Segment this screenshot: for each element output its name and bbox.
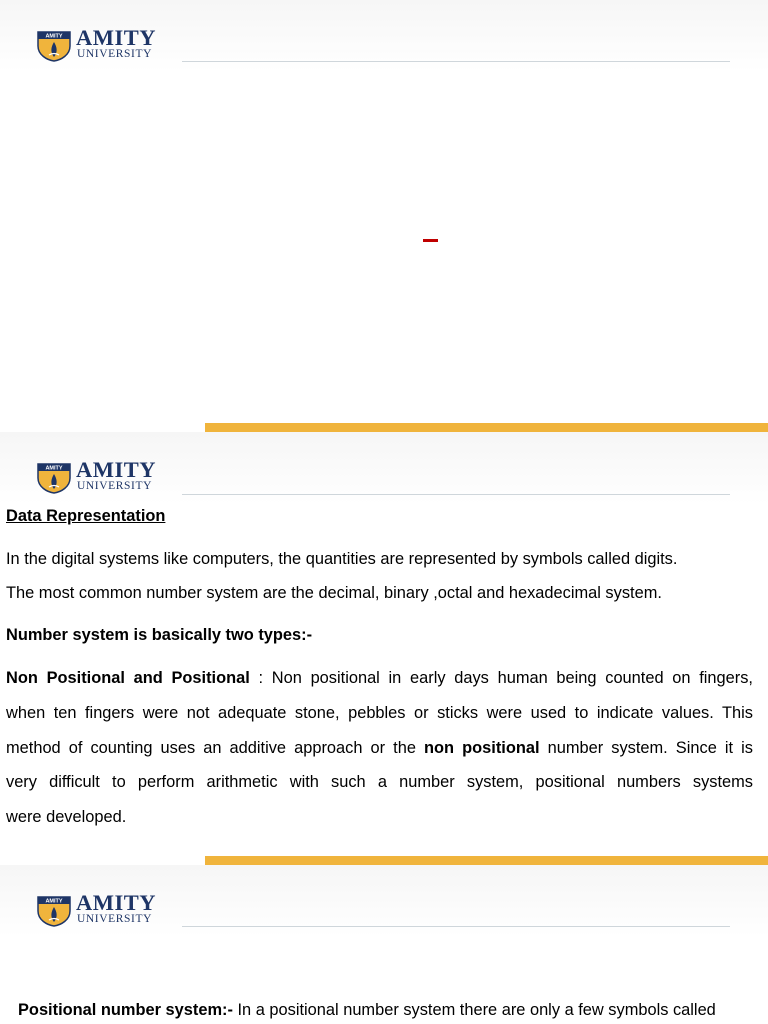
logo-subtitle: UNIVERSITY <box>77 480 152 492</box>
slide-1 <box>0 0 768 432</box>
logo-wordmark: AMITY <box>76 25 156 50</box>
paragraph-line: In the digital systems like computers, the quantities are represented by symbols called digits. <box>6 550 678 568</box>
bold-term: non positional <box>424 739 540 757</box>
line-text: number system. Since it is <box>539 739 753 757</box>
logo-subtitle: UNIVERSITY <box>77 913 152 925</box>
paragraph-line: very difficult to perform arithmetic with such a number system, positional numbers systems <box>6 773 753 791</box>
logo-subtitle: UNIVERSITY <box>77 48 152 60</box>
bold-lead: Positional number system:- <box>18 1001 233 1019</box>
paragraph-line: when ten fingers were not adequate stone, pebbles or sticks were used to indicate values. This <box>6 704 753 722</box>
slide-3 <box>0 865 768 1024</box>
header-rule <box>182 494 730 495</box>
paragraph-line <box>18 1000 753 1020</box>
amity-logo <box>37 457 167 496</box>
bold-lead: Non Positional and Positional <box>6 669 250 687</box>
shield-label: AMITY <box>45 33 63 40</box>
shield-label: AMITY <box>45 898 63 905</box>
types-heading: Number system is basically two types:- <box>6 626 313 644</box>
logo-wordmark: AMITY <box>76 457 156 482</box>
paragraph-line <box>6 668 753 688</box>
slide-2 <box>0 432 768 865</box>
paragraph-line <box>6 738 753 758</box>
red-dash-mark <box>423 239 438 242</box>
gold-footer-bar <box>205 423 768 432</box>
paragraph-line: The most common number system are the decimal, binary ,octal and hexadecimal system. <box>6 584 662 602</box>
shield-label: AMITY <box>45 465 63 472</box>
line-text: In a positional number system there are only a few symbols called <box>232 1001 716 1019</box>
section-heading: Data Representation <box>6 507 166 525</box>
header-rule <box>182 926 730 927</box>
amity-shield-icon <box>37 462 71 494</box>
amity-shield-icon <box>37 895 71 927</box>
line-text: method of counting uses an additive approach or the <box>6 739 425 757</box>
gold-footer-bar <box>205 856 768 865</box>
amity-shield-icon <box>37 30 71 62</box>
amity-logo <box>37 890 167 929</box>
paragraph-line: were developed. <box>6 808 127 826</box>
logo-wordmark: AMITY <box>76 890 156 915</box>
amity-logo <box>37 25 167 64</box>
line-text: : Non positional in early days human being counted on fingers, <box>249 669 753 687</box>
header-rule <box>182 61 730 62</box>
